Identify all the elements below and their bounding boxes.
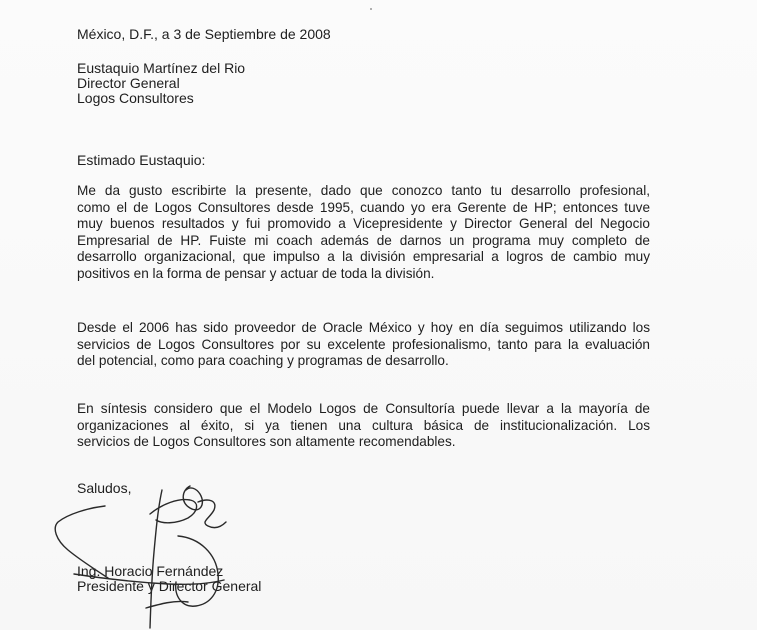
- recipient-title: Director General: [77, 75, 180, 91]
- paragraph-line: muy buenos resultados y fui promovido a Vicepresidente y Director General del Negocio: [77, 216, 650, 232]
- greeting: Estimado Eustaquio:: [77, 152, 206, 168]
- paragraph-line: servicios de Logos Consultores por su excelente profesionalismo, tanto para la evaluación: [77, 336, 650, 352]
- paragraph-line: Empresarial de HP. Fuiste mi coach además de darnos un programa muy completo de: [77, 232, 650, 248]
- paragraph-line: positivos en la forma de pensar y actuar de toda la división.: [77, 265, 435, 281]
- paragraph-line: En síntesis considero que el Modelo Logos de Consultoría puede llevar a la mayoría de: [77, 401, 650, 416]
- paragraph-line: del potencial, como para coaching y programas de desarrollo.: [77, 353, 449, 369]
- paragraph-line: desarrollo organizacional, que impulso a la división empresarial a logros de cambio muy: [77, 249, 650, 265]
- signer-title: Presidente y Director General: [77, 578, 262, 594]
- handwritten-signature: [50, 478, 260, 630]
- paragraph-line: como el de Logos Consultores desde 1995, cuando yo era Gerente de HP; entonces tuve: [77, 199, 650, 215]
- paragraph-line: Me da gusto escribirte la presente, dado que conozco tanto tu desarrollo profesional,: [77, 183, 650, 198]
- recipient-company: Logos Consultores: [77, 90, 194, 106]
- paragraph-2: [77, 320, 650, 370]
- scan-speck: [370, 8, 372, 10]
- paragraph-3: [77, 401, 650, 451]
- signer-name: Ing. Horacio Fernández: [77, 563, 224, 579]
- closing: Saludos,: [77, 480, 132, 496]
- paragraph-line: servicios de Logos Consultores son altamente recomendables.: [77, 434, 456, 450]
- paragraph-line: Desde el 2006 has sido proveedor de Oracle México y hoy en día seguimos utilizando los: [77, 320, 650, 335]
- paragraph-1: [77, 183, 650, 283]
- paragraph-line: organizaciones al éxito, si ya tienen una cultura básica de institucionalización. Los: [77, 417, 650, 433]
- recipient-name: Eustaquio Martínez del Rio: [77, 60, 246, 76]
- date-line: México, D.F., a 3 de Septiembre de 2008: [77, 26, 331, 42]
